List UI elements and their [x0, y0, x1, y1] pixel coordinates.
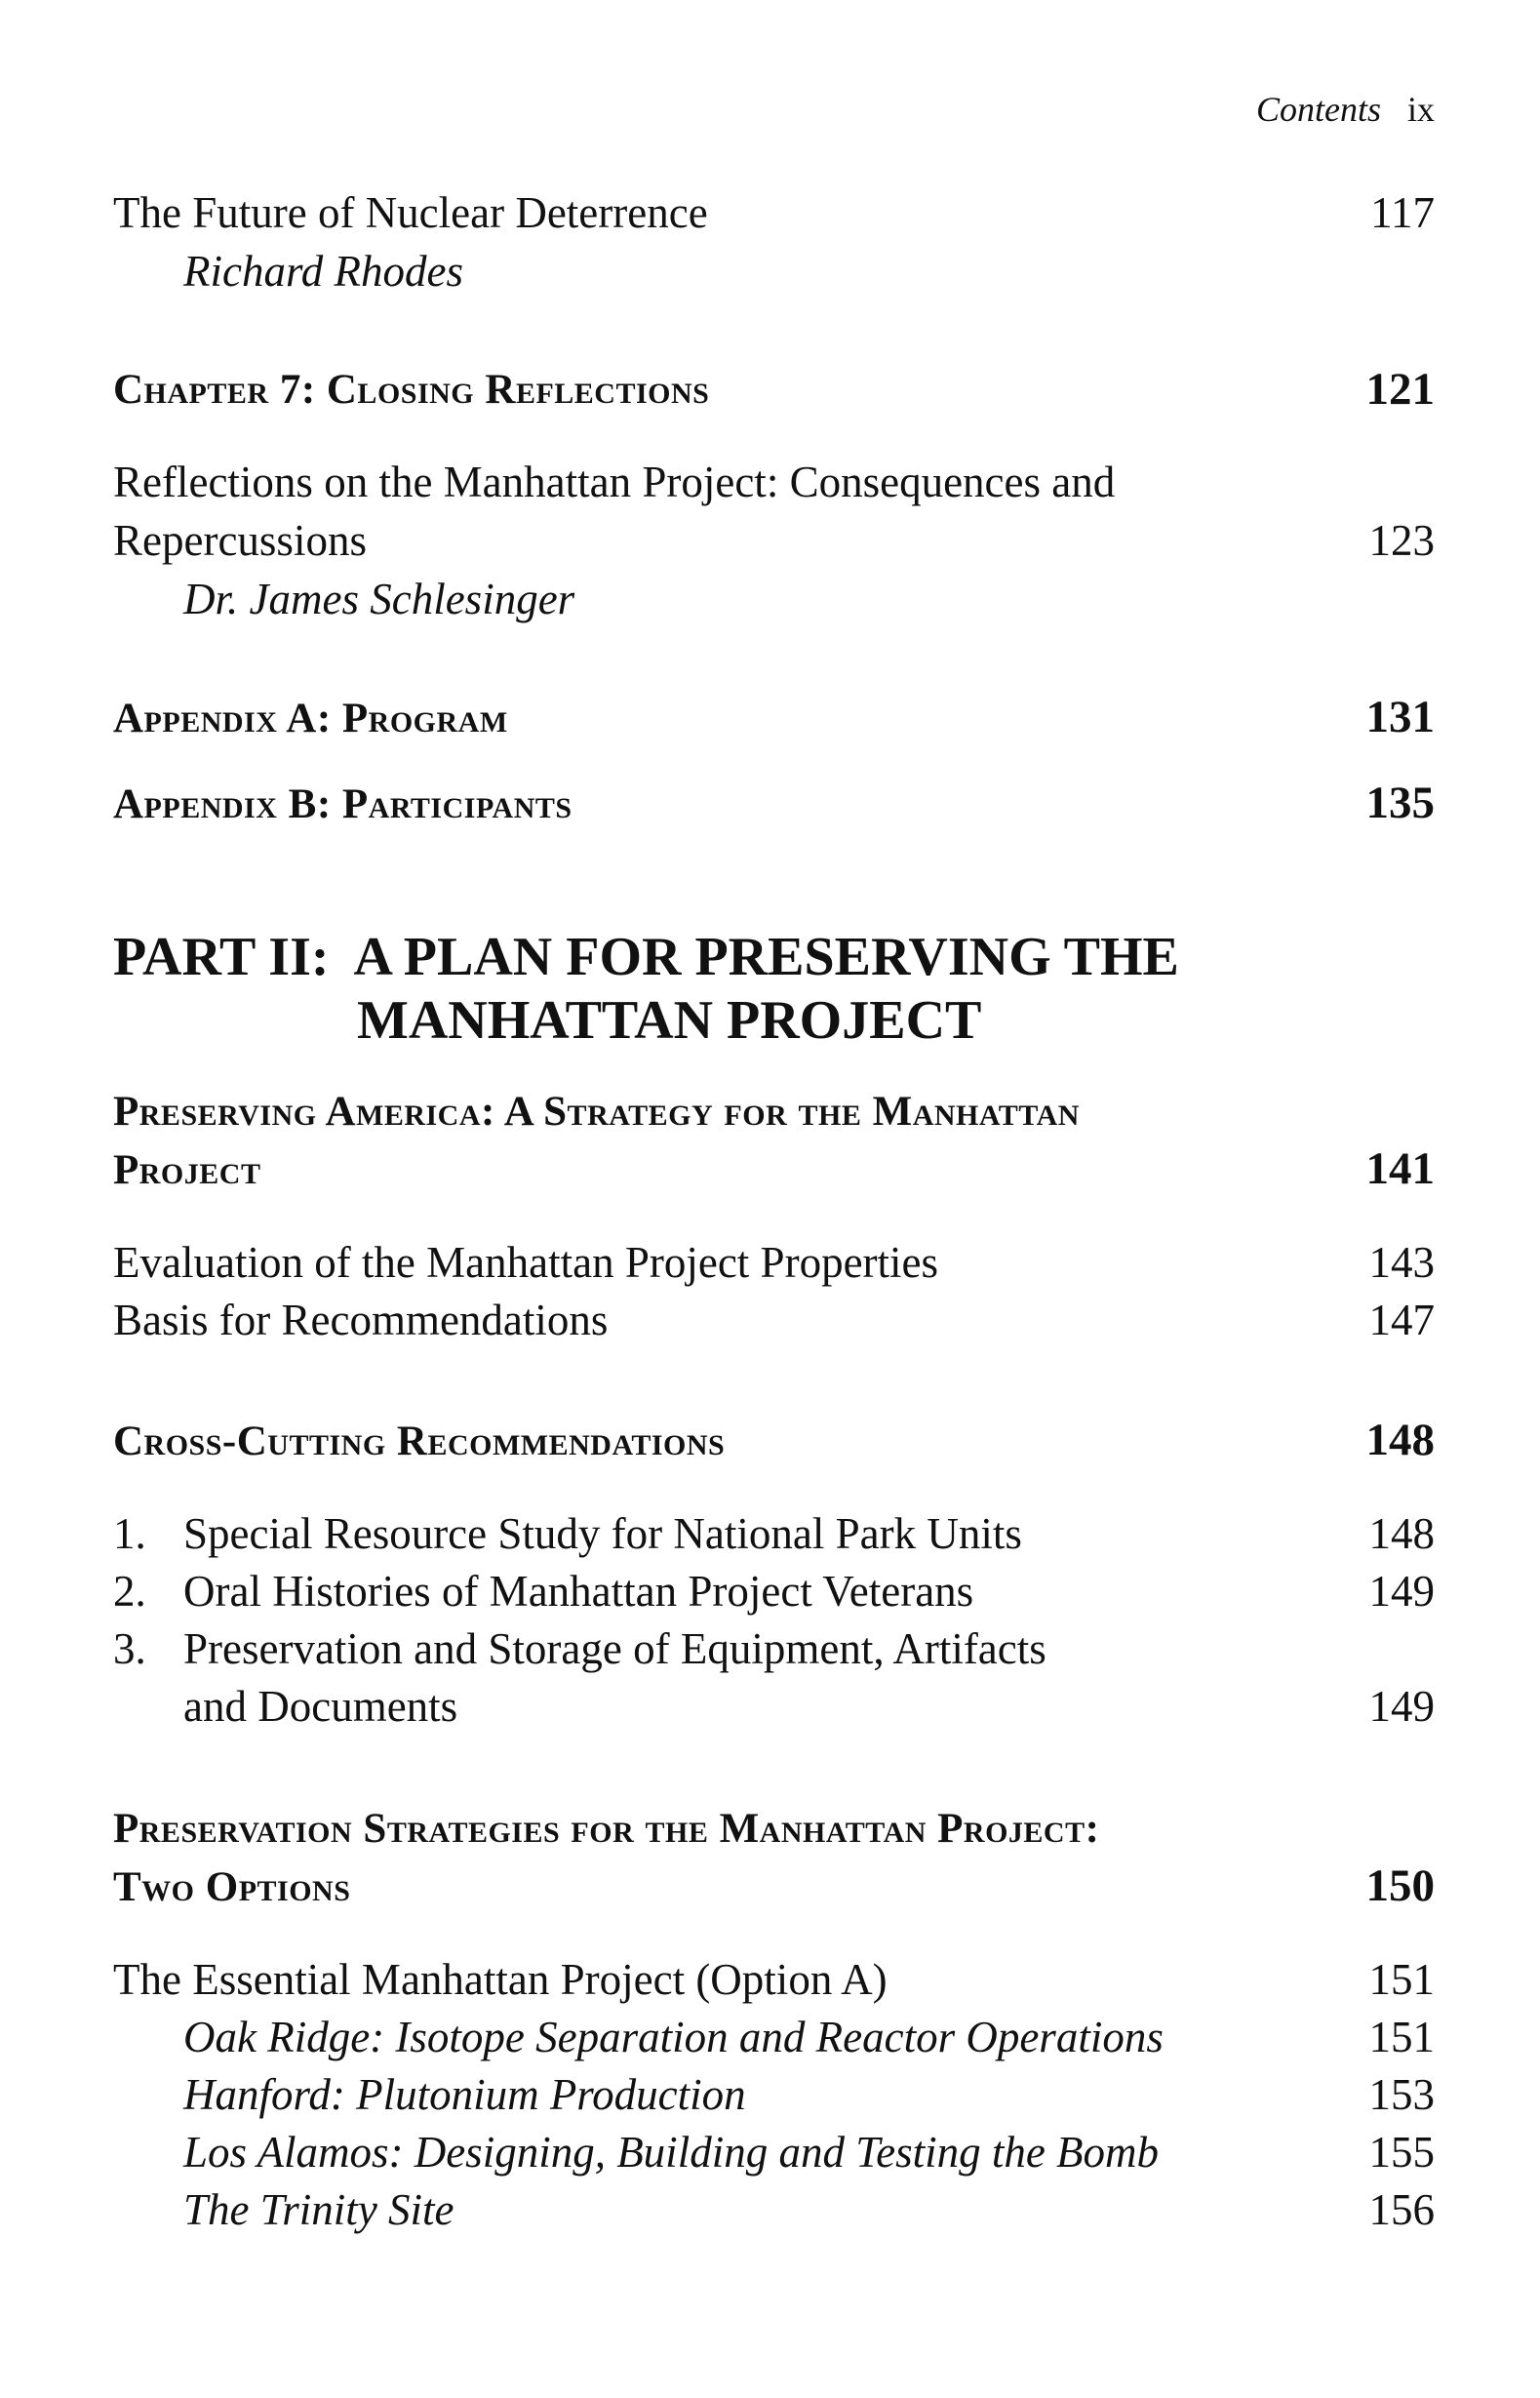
toc-entry-reflections-line2[interactable]: Repercussions — [113, 516, 367, 565]
page-number: 148 — [1368, 1509, 1435, 1558]
page-number: 155 — [1368, 2128, 1435, 2177]
toc-author: Dr. James Schlesinger — [183, 575, 575, 623]
list-item-number: 3. — [113, 1624, 146, 1673]
page-number: 149 — [1368, 1682, 1435, 1731]
toc-heading-preservation-strategies-line1[interactable]: Preservation Strategies for the Manhattan Project: — [113, 1806, 1100, 1852]
toc-heading-chapter-7[interactable]: Chapter 7: Closing Reflections — [113, 367, 710, 413]
toc-subentry-oak-ridge[interactable]: Oak Ridge: Isotope Separation and Reactor Operations — [183, 2013, 1164, 2061]
running-head — [1256, 92, 1435, 127]
page-number: 123 — [1368, 516, 1435, 565]
page-number: 141 — [1365, 1143, 1435, 1194]
page-number: 150 — [1365, 1860, 1435, 1911]
page-number: 117 — [1370, 188, 1435, 237]
toc-entry-preservation-storage-line2[interactable]: and Documents — [183, 1682, 458, 1731]
toc-subentry-hanford[interactable]: Hanford: Plutonium Production — [183, 2070, 746, 2119]
toc-entry-essential-manhattan[interactable]: The Essential Manhattan Project (Option A) — [113, 1955, 888, 2004]
running-head-label: Contents — [1255, 90, 1381, 129]
page-number: 121 — [1365, 364, 1435, 415]
toc-heading-preservation-strategies-line2[interactable]: Two Options — [113, 1864, 351, 1910]
toc-heading-cross-cutting[interactable]: Cross-Cutting Recommendations — [113, 1419, 726, 1464]
page-number: 156 — [1368, 2185, 1435, 2234]
toc-entry-preservation-storage-line1[interactable]: Preservation and Storage of Equipment, Artifacts — [183, 1624, 1046, 1673]
toc-heading-appendix-a[interactable]: Appendix A: Program — [113, 696, 508, 741]
toc-author: Richard Rhodes — [183, 247, 464, 296]
list-item-number: 1. — [113, 1509, 146, 1558]
page-number: 148 — [1365, 1415, 1435, 1465]
toc-heading-preserving-america-line2[interactable]: Project — [113, 1147, 261, 1193]
toc-entry-evaluation[interactable]: Evaluation of the Manhattan Project Properties — [113, 1238, 939, 1287]
page-number: 143 — [1368, 1238, 1435, 1287]
part-title-line1: PART II: A PLAN FOR PRESERVING THE — [113, 927, 1179, 987]
part-title-line2: MANHATTAN PROJECT — [357, 990, 982, 1051]
toc-entry-special-resource-study[interactable]: Special Resource Study for National Park Units — [183, 1509, 1022, 1558]
page-number: 149 — [1368, 1567, 1435, 1616]
toc-heading-preserving-america-line1[interactable]: Preserving America: A Strategy for the Manhattan — [113, 1089, 1080, 1135]
page-number: 131 — [1365, 692, 1435, 742]
page-number: 151 — [1368, 2013, 1435, 2061]
page-number: 147 — [1368, 1296, 1435, 1344]
page-number: 151 — [1368, 1955, 1435, 2004]
toc-subentry-trinity-site[interactable]: The Trinity Site — [183, 2185, 454, 2234]
list-item-number: 2. — [113, 1567, 146, 1616]
page-number: 135 — [1365, 778, 1435, 828]
running-head-page-number: ix — [1406, 90, 1435, 129]
toc-subentry-los-alamos[interactable]: Los Alamos: Designing, Building and Testing the Bomb — [183, 2128, 1160, 2177]
toc-entry-nuclear-deterrence[interactable]: The Future of Nuclear Deterrence — [113, 188, 708, 237]
toc-entry-basis[interactable]: Basis for Recommendations — [113, 1296, 609, 1344]
toc-entry-reflections-line1[interactable]: Reflections on the Manhattan Project: Consequences and — [113, 458, 1116, 506]
toc-heading-appendix-b[interactable]: Appendix B: Participants — [113, 781, 573, 827]
toc-entry-oral-histories[interactable]: Oral Histories of Manhattan Project Veterans — [183, 1567, 974, 1616]
page-number: 153 — [1368, 2070, 1435, 2119]
